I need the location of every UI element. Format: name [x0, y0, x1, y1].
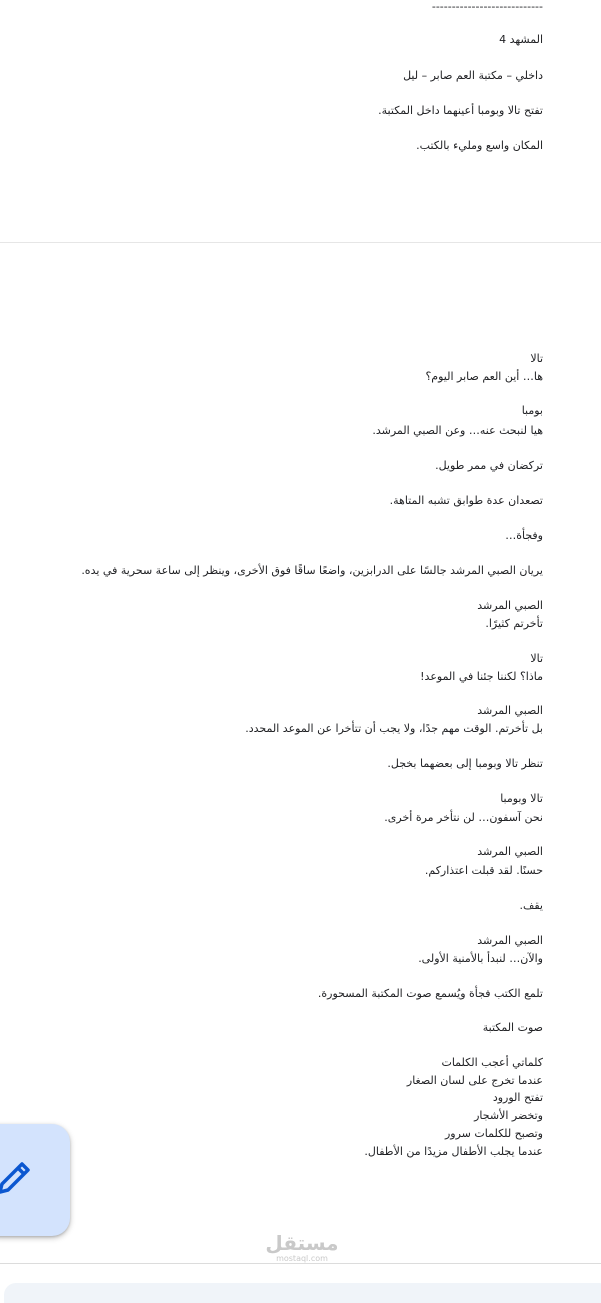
script-line: هيا لنبحث عنه… وعن الصبي المرشد.: [372, 424, 543, 437]
script-line: تالا: [530, 352, 543, 365]
document-page-2: [0, 243, 601, 1263]
script-line: صوت المكتبة: [482, 1021, 543, 1034]
edit-fab-button[interactable]: [0, 1124, 70, 1236]
script-line: عندما يجلب الأطفال مزيدًا من الأطفال.: [364, 1145, 543, 1158]
script-line: حسنًا. لقد قبلت اعتذاركم.: [424, 864, 543, 877]
script-line: تأخرتم كثيرًا.: [485, 617, 543, 630]
watermark-url: mostaql.com: [276, 1254, 328, 1263]
script-line: تالا: [530, 652, 543, 665]
script-line: والآن… لنبدأ بالأمنية الأولى.: [418, 952, 543, 965]
script-line: بومبا: [521, 404, 543, 417]
script-line: عندما تخرج على لسان الصغار: [406, 1074, 543, 1087]
script-line: الصبي المرشد: [477, 845, 543, 858]
scene-heading: المشهد 4: [499, 33, 543, 46]
script-line: ها… أين العم صابر اليوم؟: [425, 370, 543, 383]
page-break: [0, 1263, 601, 1264]
script-line: تركضان في ممر طويل.: [435, 459, 543, 472]
separator-line: ----------------------------: [431, 0, 543, 13]
bottom-toolbar: [4, 1283, 601, 1303]
script-line: ماذا؟ لكننا جئنا في الموعد!: [420, 670, 543, 683]
script-line: يريان الصبي المرشد جالسًا على الدرابزين، واضعًا ساقًا فوق الأخرى، وينظر إلى ساعة سحرية في يده.: [81, 564, 543, 577]
script-line: بل تأخرتم. الوقت مهم جدًا، ولا يجب أن تتأخرا عن الموعد المحدد.: [245, 722, 543, 735]
script-line: الصبي المرشد: [477, 704, 543, 717]
script-line: الصبي المرشد: [477, 934, 543, 947]
script-line: وفجأة…: [505, 529, 543, 542]
script-line: الصبي المرشد: [477, 599, 543, 612]
document-page-1: [0, 0, 601, 242]
script-line: تنظر تالا وبومبا إلى بعضهما بخجل.: [387, 757, 543, 770]
script-line: تالا وبومبا: [500, 792, 543, 805]
script-line: نحن آسفون… لن نتأخر مرة أخرى.: [384, 811, 543, 824]
action-line: تفتح تالا وبومبا أعينهما داخل المكتبة.: [378, 104, 543, 117]
pencil-icon: [0, 1158, 34, 1198]
script-line: وتخضر الأشجار: [474, 1109, 543, 1122]
script-line: يقف.: [519, 899, 543, 912]
script-line: تلمع الكتب فجأة ويُسمع صوت المكتبة المسحورة.: [317, 987, 543, 1000]
script-line: تفتح الورود: [492, 1091, 543, 1104]
script-line: تصعدان عدة طوابق تشبه المتاهة.: [389, 494, 543, 507]
action-line: المكان واسع ومليء بالكتب.: [416, 139, 543, 152]
script-line: وتصبح للكلمات سرور: [444, 1127, 543, 1140]
watermark-text: مستقل: [265, 1231, 339, 1255]
watermark-logo: [262, 1232, 342, 1263]
scene-location: داخلي – مكتبة العم صابر – ليل: [403, 69, 543, 82]
script-line: كلماتي أعجب الكلمات: [441, 1056, 543, 1069]
